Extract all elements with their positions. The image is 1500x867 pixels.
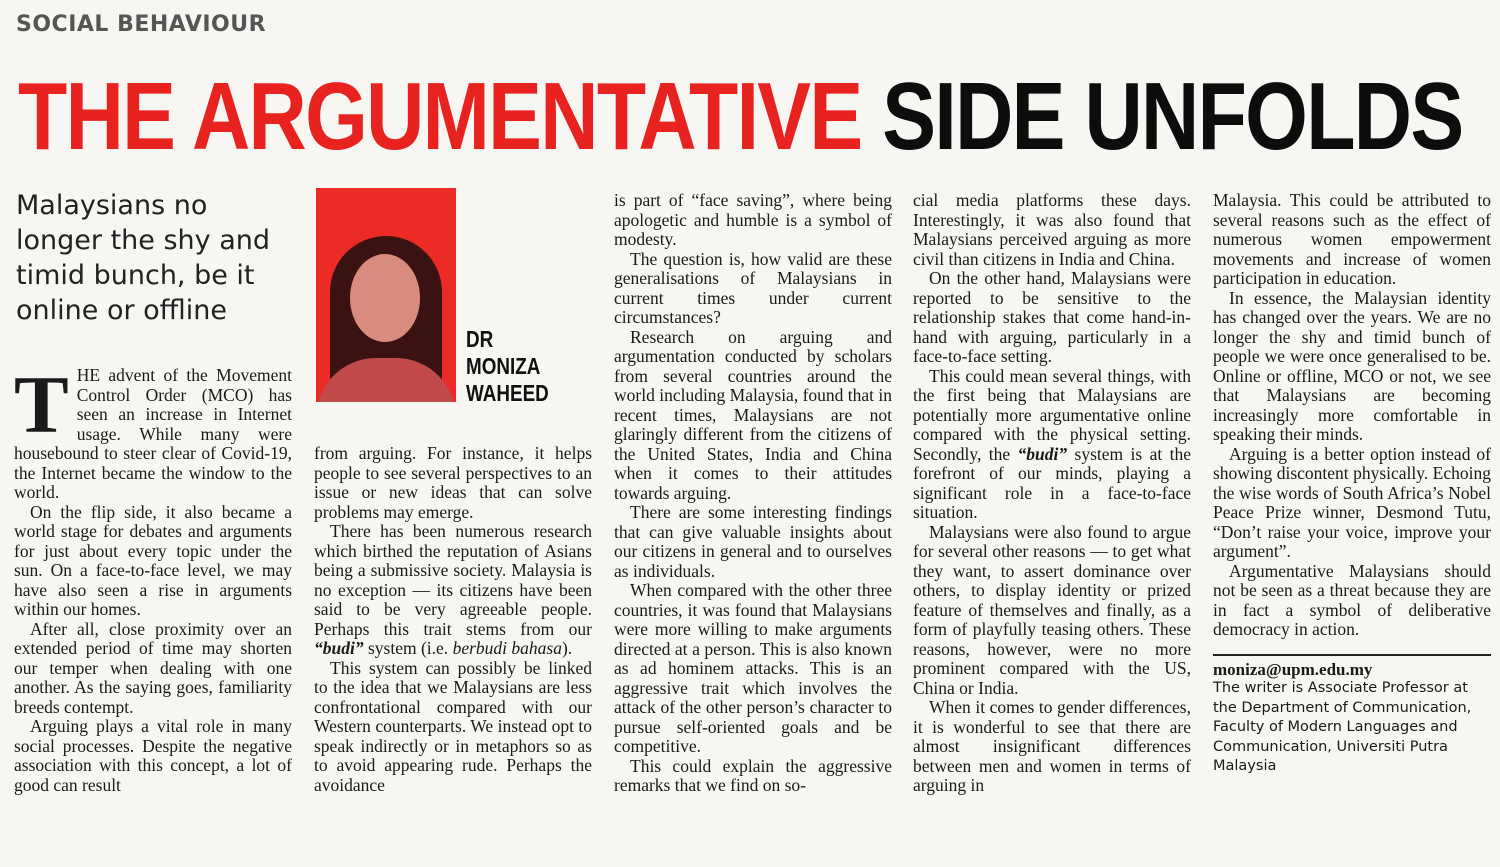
paragraph: is part of “face saving”, where being apologetic and humble is a symbol of modesty. [614,190,892,249]
paragraph: Malaysians were also found to argue for several other reasons — to get what they want, to assert dominance over others, to display identity or prized feature of themselves and finally, as a form of playfully teasing others. These reasons, however, were no more prominent compared with the US, China or India. [913,521,1191,698]
paragraph: When compared with the other three countries, it was found that Malaysians were more willing to make arguments directed at a person. This is also known as ad hominem attacks. This is an aggressive trait which involves the attack of the other person’s character to pursue self-oriented goals and be competitive. [614,580,892,756]
author-photo [316,188,456,402]
byline-last-name: WAHEED [466,380,549,406]
headline [18,62,1462,172]
author-footnote: The writer is Associate Professor at the Department of Communication, Faculty of Modern Languages and Communication, Universiti Putra Malaysia [1213,680,1472,774]
paragraph: This system can possibly be linked to the idea that we Malaysians are less confrontational compared with our Western counterparts. We instead opt to speak indirectly or in metaphors so as to avoid appearing rude. Perhaps the avoidance [314,657,592,795]
paragraph: This could mean several things, with the first being that Malaysians are potentially more argumentative online compared with the physical setting. Secondly, the “budi” system is at the forefront of our minds, playing a significant role in a face-to-face situation. [913,365,1191,522]
paragraph: The question is, how valid are these generalisations of Malaysians in current times under current circumstances? [614,248,892,327]
paragraph: On the other hand, Malaysians were reported to be sensitive to the relationship stakes that come hand-in-hand with arguing, particularly in a face-to-face setting. [913,268,1191,366]
paragraph: On the flip side, it also became a world stage for debates and arguments for just about every topic under the sun. On a face-to-face level, we may have also seen a rise in arguments within our homes. [14,501,292,619]
paragraph: There are some interesting findings that can give valuable insights about our citizens in general and to ourselves as individuals. [614,502,892,581]
paragraph: cial media platforms these days. Interestingly, it was also found that Malaysians perceived arguing as more civil than citizens in India and China. [913,190,1191,269]
byline-first-name: MONIZA [466,353,541,379]
paragraph: When it comes to gender differences, it is wonderful to see that there are almost insignificant differences between men and women in terms of arguing in [913,697,1191,795]
section-label: SOCIAL BEHAVIOUR [16,12,267,37]
paragraph: This could explain the aggressive remarks that we find on so- [614,755,892,795]
author-byline [466,326,549,407]
paragraph: In essence, the Malaysian identity has changed over the years. We are no longer the shy and timid bunch of people we were once generalised to be. Online or offline, MCO or not, we see that Malaysians are becoming increasingly more comfortable in speaking their minds. [1213,287,1491,444]
headline-black: SIDE UNFOLDS [882,63,1463,170]
article-column-4 [913,191,1191,796]
article-column-1 [14,359,292,795]
paragraph: from arguing. For instance, it helps people to see several perspectives to an issue or new ideas that can solve problems may emerge. [314,443,592,522]
paragraph: THE advent of the Movement Control Order (MCO) has seen an increase in Internet usage. While many were housebound to steer clear of Covid-19, the Internet became the window to the world. [14,359,292,502]
headline-red: THE ARGUMENTATIVE [18,63,862,170]
paragraph: There has been numerous research which birthed the reputation of Asians being a submissive society. Malaysia is no exception — its citizens have been said to be very agreeable people. Perhaps this trait stems from our “budi” system (i.e. berbudi bahasa). [314,521,592,658]
author-email[interactable]: moniza@upm.edu.my [1213,659,1373,679]
paragraph: Research on arguing and argumentation conducted by scholars from several countries around the world including Malaysia, found that in recent times, Malaysians are not glaringly different from the citizens of the United States, India and China when it comes to their attitudes towards arguing. [614,326,893,503]
article-column-2 [314,444,592,795]
drop-cap: T [14,359,69,450]
paragraph: Argumentative Malaysians should not be seen as a threat because they are in fact a symbol of deliberative democracy in action. [1213,560,1491,639]
article-column-3 [614,191,892,796]
paragraph: Malaysia. This could be attributed to several reasons such as the effect of numerous women empowerment movements and increase of women participation in education. [1213,190,1491,288]
standfirst: Malaysians no longer the shy and timid bunch, be it online or offline [16,190,270,326]
paragraph: Arguing is a better option instead of showing discontent physically. Echoing the wise words of South Africa’s Nobel Peace Prize winner, Desmond Tutu, “Don’t raise your voice, improve your argument”. [1213,443,1491,561]
article-column-5 [1213,191,1491,777]
paragraph: After all, close proximity over an extended period of time may shorten our temper when dealing with one another. As the saying goes, familiarity breeds contempt. [14,618,292,717]
divider [1213,654,1491,656]
paragraph: Arguing plays a vital role in many social processes. Despite the negative association with this concept, a lot of good can result [14,716,292,795]
byline-title: DR [466,326,494,352]
